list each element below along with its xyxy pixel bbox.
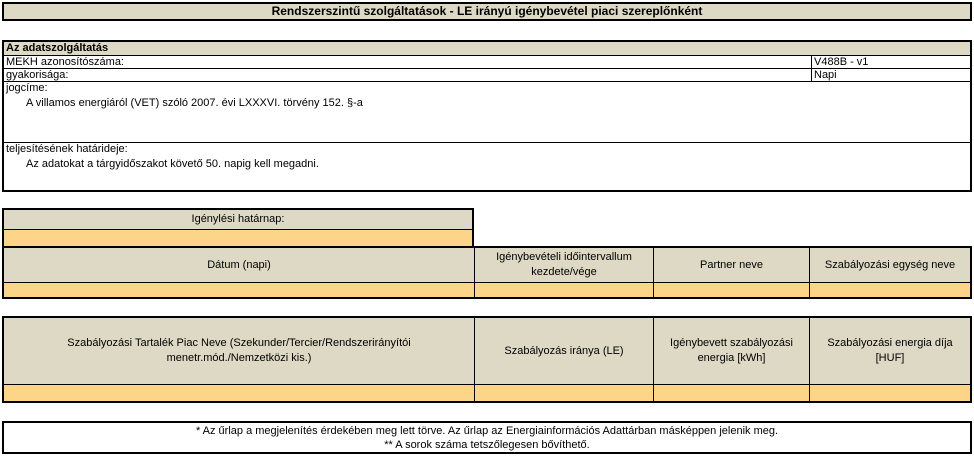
date-input[interactable]	[4, 283, 474, 297]
direction-input[interactable]	[475, 385, 653, 401]
col-partner-header: Partner neve	[654, 248, 809, 282]
deadline-row	[4, 143, 970, 190]
partner-input[interactable]	[654, 283, 809, 297]
divider	[653, 318, 654, 401]
divider	[474, 318, 475, 401]
col-direction-header: Szabályozás iránya (LE)	[475, 318, 653, 384]
legal-label: jogcíme:	[6, 82, 48, 94]
col-energy-header: Igénybevett szabályozási energia [kWh]	[654, 318, 809, 384]
mekh-label: MEKH azonosítószáma:	[6, 56, 124, 68]
frequency-value: Napi	[811, 69, 970, 81]
section1-table	[2, 246, 972, 299]
col-interval-header: Igénybevételi időintervallum kezdete/vége	[475, 248, 653, 282]
legal-row	[4, 82, 970, 143]
col-unit-header: Szabályozási egység neve	[810, 248, 970, 282]
divider	[653, 248, 654, 297]
deadline-text: Az adatokat a tárgyidőszakot követő 50. napig kell megadni.	[26, 158, 319, 170]
frequency-label: gyakorisága:	[6, 69, 69, 81]
divider	[809, 248, 810, 297]
mekh-value: V488B - v1	[811, 56, 970, 68]
legal-text: A villamos energiáról (VET) szóló 2007. évi LXXXVI. törvény 152. §-a	[26, 97, 363, 109]
col-market-header: Szabályozási Tartalék Piac Neve (Szekunder/Tercier/Rendszerirányítói menetr.mód./Nemzetközi kis.)	[4, 318, 474, 384]
frequency-row	[4, 69, 970, 82]
info-section	[2, 40, 972, 192]
divider	[809, 318, 810, 401]
mekh-row	[4, 56, 970, 69]
footer-note	[2, 421, 972, 454]
col-date-header: Dátum (napi)	[4, 248, 474, 282]
footer-line-2: ** A sorok száma tetszőlegesen bővíthető.	[384, 439, 590, 451]
divider	[474, 248, 475, 297]
section2-table	[2, 316, 972, 403]
energy-input[interactable]	[654, 385, 809, 401]
info-header-row	[4, 42, 970, 56]
interval-input[interactable]	[475, 283, 653, 297]
info-header: Az adatszolgáltatás	[6, 42, 109, 54]
col-fee-header: Szabályozási energia díja [HUF]	[810, 318, 970, 384]
market-input[interactable]	[4, 385, 474, 401]
page-title: Rendszerszintű szolgáltatások - LE irányú igénybevétel piaci szereplőnként	[2, 2, 972, 21]
deadline-label: teljesítésének határideje:	[6, 143, 128, 155]
fee-input[interactable]	[810, 385, 970, 401]
deadline-block	[2, 208, 474, 248]
deadline-header: Igénylési határnap:	[4, 210, 472, 230]
unit-input[interactable]	[810, 283, 970, 297]
footer-line-1: * Az űrlap a megjelenítés érdekében meg lett törve. Az űrlap az Energiainformációs Adattárban másképpen jelenik meg.	[195, 425, 779, 437]
